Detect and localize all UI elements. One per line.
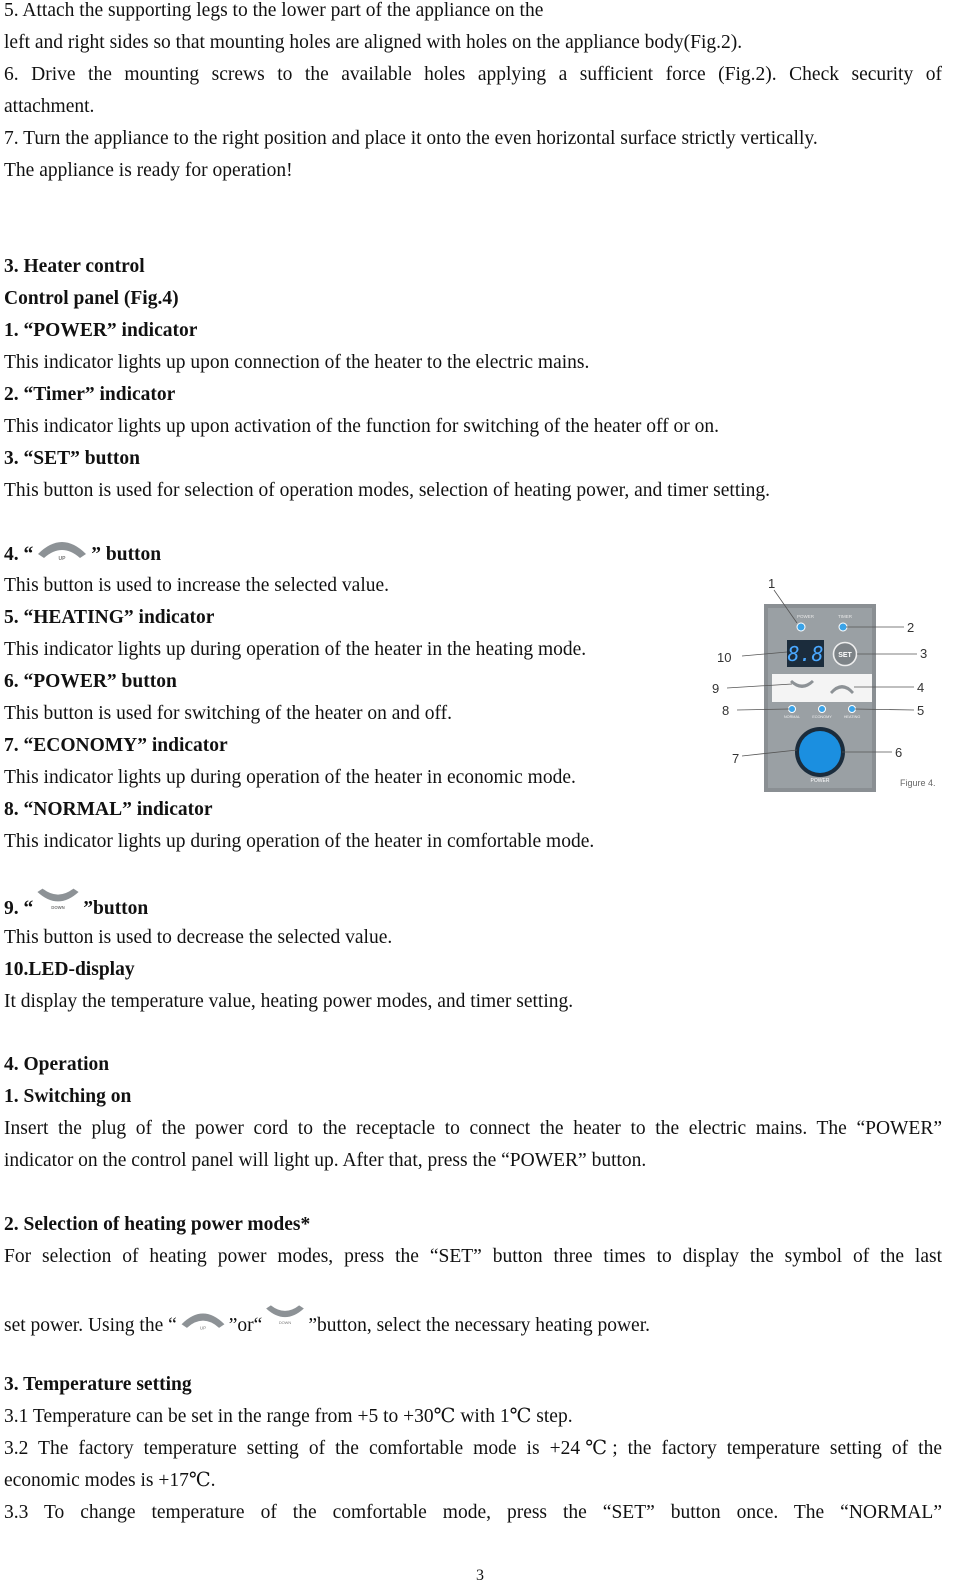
text-fragment: set power. Using the “ [4,1315,177,1336]
text-line: indicator on the control panel will light up. After that, press the “POWER” button. [4,1150,647,1171]
text-line: 3.2 The factory temperature setting of the comfortable mode is +24℃; the factory temperature setting of the [4,1438,943,1459]
led-display-value: 8.8 [787,642,824,666]
item-text: This indicator lights up upon activation of the function for switching of the heater off or on. [4,416,720,437]
section-heading: 4. Operation [4,1054,110,1075]
item-heading: 3. “SET” button [4,448,141,469]
set-button-label: SET [838,652,852,659]
text-line: economic modes is +17℃. [4,1470,216,1491]
callout-3: 3 [920,646,928,661]
heating-indicator-led [849,706,856,713]
item-heading [4,884,148,921]
power-indicator-label: POWER [797,614,815,619]
item-heading: 1. “POWER” indicator [4,320,198,341]
up-chevron-button-icon [34,532,90,562]
text-line: 5. Attach the supporting legs to the lower part of the appliance on the [4,0,544,21]
item-heading-prefix: 9. “ [4,898,34,919]
timer-indicator-led [839,623,847,631]
subsection-heading: 1. Switching on [4,1086,132,1107]
item-heading: 6. “POWER” button [4,671,177,692]
item-heading: 5. “HEATING” indicator [4,607,215,628]
item-heading: 10.LED-display [4,959,135,980]
power-button-label: POWER [810,778,830,784]
callout-9: 9 [712,681,720,696]
item-heading: 2. “Timer” indicator [4,384,176,405]
economy-indicator-label: ECONOMY [812,715,832,719]
item-text: This indicator lights up upon connection of the heater to the electric mains. [4,352,590,373]
item-heading [4,532,161,567]
control-panel-figure [712,572,957,812]
item-text: This indicator lights up during operation of the heater in economic mode. [4,767,576,788]
timer-indicator-label: TIMER [838,614,852,619]
power-button [799,731,841,773]
down-chevron-button-icon [34,884,82,912]
text-line [4,1299,650,1338]
arrow-button-strip [772,674,872,702]
normal-indicator-label: NORMAL [783,715,801,719]
item-text: This button is used for switching of the heater on and off. [4,703,453,724]
item-text: This button is used to decrease the selected value. [4,927,393,948]
item-text: This indicator lights up during operation of the heater in comfortable mode. [4,831,595,852]
normal-indicator-led [789,706,796,713]
economy-indicator-led [819,706,826,713]
text-line: left and right sides so that mounting holes are aligned with holes on the appliance body(Fig.2). [4,32,743,53]
subsection-heading: Control panel (Fig.4) [4,288,179,309]
text-line: attachment. [4,96,95,117]
callout-4: 4 [917,680,925,695]
text-line: The appliance is ready for operation! [4,160,293,181]
item-text: This button is used for selection of operation modes, selection of heating power, and timer setting. [4,480,771,501]
page-number: 3 [476,1567,484,1584]
callout-8: 8 [722,703,730,718]
callout-1: 1 [768,576,776,591]
heating-indicator-label: HEATING [843,715,861,719]
text-line: 6. Drive the mounting screws to the available holes applying a sufficient force (Fig.2). Check security of [4,64,942,85]
text-line: 3.1 Temperature can be set in the range from +5 to +30℃ with 1℃ step. [4,1406,573,1427]
figure-caption: Figure 4. [900,778,936,788]
text-line: 3.3 To change temperature of the comfortable mode, press the “SET” button once. The “NORMAL” [4,1502,942,1523]
text-line: 7. Turn the appliance to the right position and place it onto the even horizontal surface strictly vertically. [4,128,818,149]
subsection-heading: 3. Temperature setting [4,1374,192,1395]
callout-2: 2 [907,620,915,635]
callout-10: 10 [717,650,732,665]
subsection-heading: 2. Selection of heating power modes* [4,1214,311,1235]
item-text: This button is used to increase the selected value. [4,575,390,596]
callout-7: 7 [732,751,740,766]
callout-5: 5 [917,703,925,718]
section-heading: 3. Heater control [4,256,145,277]
item-heading: 8. “NORMAL” indicator [4,799,213,820]
item-text: This indicator lights up during operation of the heater in the heating mode. [4,639,587,660]
text-fragment: ”button, select the necessary heating power. [308,1315,650,1336]
text-line: Insert the plug of the power cord to the receptacle to connect the heater to the electric mains. The “POWER” [4,1118,942,1139]
item-text: It display the temperature value, heating power modes, and timer setting. [4,991,574,1012]
item-heading-suffix: ” button [91,544,162,565]
power-indicator-led [797,623,805,631]
item-heading: 7. “ECONOMY” indicator [4,735,228,756]
text-fragment: ”or“ [228,1315,263,1336]
down-chevron-button-icon [263,1299,307,1329]
text-line: For selection of heating power modes, press the “SET” button three times to display the symbol of the last [4,1246,942,1267]
item-heading-suffix: ”button [83,898,149,919]
item-heading-prefix: 4. “ [4,544,34,565]
up-chevron-button-icon [178,1303,228,1333]
callout-6: 6 [895,745,903,760]
